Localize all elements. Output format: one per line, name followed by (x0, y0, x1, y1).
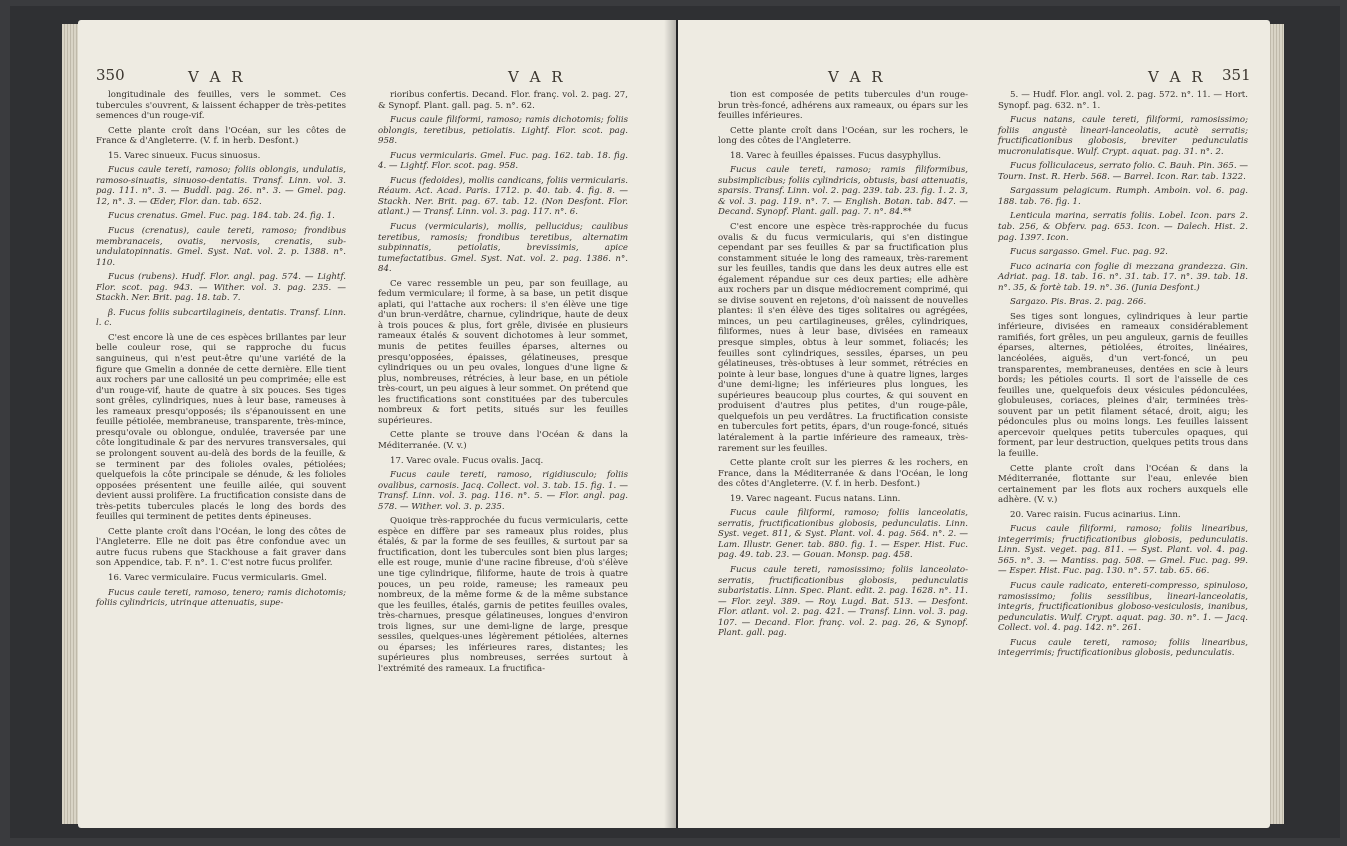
paragraph: Cette plante se trouve dans l'Océan & dans la Méditerranée. (V. v.) (378, 430, 628, 451)
paragraph: Fucus natans, caule tereti, filiformi, ramosissimo; foliis angustè lineari-lanceolatis, acutè serratis; fructificationibus globosis, breviter pedunculatis mucronulatisque. Wulf. Crypt. aquat. pag. 31. n°. 2. (998, 115, 1248, 157)
paragraph: Fucus caule tereti, ramoso; foliis oblongis, undulatis, ramoso-sinuatis, sinuoso-dentatis. Transf. Linn. vol. 3. pag. 111. n°. 3. — Buddl. pag. 26. n°. 3. — Gmel. pag. 12, n°. 3. — Œder, Flor. dan. tab. 652. (96, 165, 346, 207)
paragraph: Fucus (fedoides), mollis candicans, foliis vermicularis. Réaum. Act. Acad. Paris. 1712. p. 40. tab. 4. fig. 8. — Stackh. Ner. Brit. pag. 67. tab. 12. (Non Desfont. Flor. atlant.) — Transf. Linn. vol. 3. pag. 117. n°. 6. (378, 175, 628, 218)
right-page (678, 20, 1270, 828)
paragraph: 18. Varec à feuilles épaisses. Fucus dasyphyllus. (730, 150, 941, 161)
paragraph: Fucus vermicularis. Gmel. Fuc. pag. 162. tab. 18. fig. 4. — Lightf. Flor. scot. pag. 958. (378, 150, 628, 172)
running-head: V A R (828, 68, 886, 86)
text-column (378, 90, 628, 678)
paragraph: Fucus caule filiformi, ramoso; ramis dichotomis; foliis oblongis, teretibus, petiolatis. Lightf. Flor. scot. pag. 958. (378, 115, 628, 147)
paragraph: Sargassum pelagicum. Rumph. Amboin. vol. 6. pag. 188. tab. 76. fig. 1. (998, 186, 1248, 207)
paragraph: Fucus sargasso. Gmel. Fuc. pag. 92. (1010, 247, 1168, 258)
page-number: 350 (96, 66, 125, 84)
paragraph: Cette plante croît dans l'Océan & dans la Méditerranée, flottante sur l'eau, enlevée bien certainement par les flots aux rochers auxquels elle adhère. (V. v.) (998, 463, 1248, 506)
paragraph: Fucus caule filiformi, ramoso; foliis linearibus, integerrimis; fructificationibus globosis, pedunculatis. Linn. Syst. veget. pag. 811. — Syst. Plant. vol. 4. pag. 565. n°. 3. — Mantiss. pag. 508. — Gmel. Fuc. pag. 99. — Esper. Hist. Fuc. pag. 130. n°. 57. tab. 65. 66. (998, 524, 1248, 577)
paragraph: Fucus folliculaceus, serrato folio. C. Bauh. Pin. 365. — Tourn. Inst. R. Herb. 568. — Barrel. Icon. Rar. tab. 1322. (998, 161, 1248, 182)
text-column (998, 90, 1248, 663)
paragraph: Fuco acinaria con foglie di mezzana grandezza. Gin. Adriat. pag. 18. tab. 16. n°. 31. tab. 17. n°. 39. tab. 18. n°. 35, & fortè tab. 19. n°. 36. (Junia Desfont.) (998, 261, 1248, 293)
paragraph: 17. Varec ovale. Fucus ovalis. Jacq. (390, 455, 544, 466)
paragraph: longitudinale des feuilles, vers le sommet. Ces tubercules s'ouvrent, & laissent échapper de très-petites semences d'un rouge-vif. (96, 90, 346, 122)
paragraph: Fucus caule tereti, ramoso; ramis filiformibus, subsimplicibus; foliis cylindricis, obtusis, basi attenuatis, sparsis. Transf. Linn. vol. 2. pag. 239. tab. 23. fig. 1. 2. 3, & vol. 3. pag. 119. n°. 7. — English. Botan. tab. 847. — Decand. Synopf. Plant. gall. pag. 7. n°. 84.** (718, 165, 968, 218)
paragraph: C'est encore une espèce très-rapprochée du fucus ovalis & du fucus vermicularis, qui s'en distingue cependant par ses feuilles & par sa fructification plus constamment située le long des rameaux, très-rarement sur les feuilles, tandis que dans les deux autres elle est également répandue sur ces deux parties; elle adhère aux rochers par un disque médiocrement comprimé, qui se divise souvent en rejetons, d'où naissent de nouvelles plantes: il s'en élève des tiges solitaires ou agrégées, minces, un peu cartilagineuses, grêles, cylindriques, filiformes, nues à leur base, divisées en rameaux presque simples, obtus à leur sommet, foliacés; les feuilles sont cylindriques, sessiles, éparses, un peu gélatineuses, très-obtuses à leur sommet, rétrécies en pointe à leur base, longues d'une à quatre lignes, larges d'une demi-ligne; les inférieures plus longues, les supérieures beaucoup plus courtes, & qui souvent en produisent d'autres plus petites, d'un rouge-pâle, quelquefois un peu verdâtres. La fructification consiste en tubercules fort petits, épars, d'un rouge-foncé, situés latéralement à la partie inférieure des rameaux, très-rarement sur les feuilles. (718, 222, 968, 454)
paragraph: Fucus caule tereti, ramosissimo; foliis lanceolato-serratis, fructificationibus globosis, pedunculatis subaristatis. Linn. Spec. Plant. edit. 2. pag. 1628. n°. 11. — Flor. zeyl. 389. — Roy. Lugd. Bat. 513. — Desfont. Flor. atlant. vol. 2. pag. 421. — Transf. Linn. vol. 3. pag. 107. — Decand. Flor. franç. vol. 2. pag. 26, & Synopf. Plant. gall. pag. (718, 564, 968, 639)
page-number: 351 (1222, 66, 1251, 84)
paragraph: Fucus (crenatus), caule tereti, ramoso; frondibus membranaceis, ovatis, nervosis, crenatis, sub-undulatopinnatis. Gmel. Syst. Nat. vol. 2. p. 1388. n°. 110. (96, 226, 346, 268)
text-column (96, 90, 346, 613)
running-head: V A R (508, 68, 566, 86)
paragraph: Fucus (vermicularis), mollis, pellucidus; caulibus teretibus, ramosis; frondibus teretibus, alternatim subpinnatis, petiolatis, brevissimis, apice tumefactatibus. Gmel. Syst. Nat. vol. 2. pag. 1386. n°. 84. (378, 222, 628, 275)
paragraph: Fucus caule tereti, ramoso, tenero; ramis dichotomis; foliis cylindricis, utrinque attenuatis, supe- (96, 587, 346, 609)
paragraph: 19. Varec nageant. Fucus natans. Linn. (730, 493, 901, 504)
paragraph: Fucus caule tereti, ramoso; foliis linearibus, integerrimis; fructificationibus globosis, pedunculatis. (998, 637, 1248, 659)
text-column (718, 90, 968, 643)
paragraph: 15. Varec sinueux. Fucus sinuosus. (108, 150, 261, 161)
paragraph: 16. Varec vermiculaire. Fucus vermicularis. Gmel. (108, 572, 327, 583)
paragraph: Cette plante croît dans l'Océan, sur les côtes de France & d'Angleterre. (V. f. in herb. Desfont.) (96, 125, 346, 147)
paragraph: Ce varec ressemble un peu, par son feuillage, au fedum vermiculare; il forme, à sa base, un petit disque aplati, qui l'attache aux rochers: il s'en élève une tige d'un brun-verdâtre, charnue, cylindrique, haute de deux à trois pouces & plus, fort grêle, divisée en plusieurs rameaux étalés & souvent dichotomes à leur sommet, munis de petites feuilles éparses, alternes ou presqu'opposées, épaisses, gélatineuses, presque cylindriques ou un peu ovales, longues d'une ligne & plus, nombreuses, rétrécies, à leur base, en un pétiole très-court, un peu aigues à leur sommet. On prétend que les fructifications sont constituées par des tubercules nombreux & fort petits, situés sur les feuilles supérieures. (378, 278, 628, 426)
paragraph: Cette plante croît sur les pierres & les rochers, en France, dans la Méditerranée & dans l'Océan, le long des côtes d'Angleterre. (V. f. in herb. Desfont.) (718, 458, 968, 490)
paragraph: rioribus confertis. Decand. Flor. franç. vol. 2. pag. 27, & Synopf. Plant. gall. pag. 5. n°. 62. (378, 90, 628, 111)
paragraph: Fucus crenatus. Gmel. Fuc. pag. 184. tab. 24. fig. 1. (108, 211, 335, 222)
paragraph: Lenticula marina, serratis foliis. Lobel. Icon. pars 2. tab. 256, & Obferv. pag. 653. Icon. — Dalech. Hist. 2. pag. 1397. Icon. (998, 211, 1248, 243)
paragraph: Cette plante croît dans l'Océan, sur les rochers, le long des côtes de l'Angleterre. (718, 125, 968, 147)
paragraph: Fucus (rubens). Hudf. Flor. angl. pag. 574. — Lightf. Flor. scot. pag. 943. — Wither. vol. 3. pag. 235. — Stackh. Ner. Brit. pag. 18. tab. 7. (96, 272, 346, 304)
paragraph: 5. — Hudf. Flor. angl. vol. 2. pag. 572. n°. 11. — Hort. Synopf. pag. 632. n°. 1. (998, 90, 1248, 111)
paragraph: tion est composée de petits tubercules d'un rouge-brun très-foncé, adhérens aux rameaux, ou épars sur les feuilles inférieures. (718, 90, 968, 122)
paragraph: Fucus caule filiformi, ramoso; foliis lanceolatis, serratis, fructificationibus globosis, pedunculatis. Linn. Syst. veget. 811, & Syst. Plant. vol. 4. pag. 564. n°. 2. — Lam. Illustr. Gener. tab. 880. fig. 1. — Esper. Hist. Fuc. pag. 49. tab. 23. — Gouan. Monsp. pag. 458. (718, 508, 968, 561)
left-page (78, 20, 676, 828)
paragraph: Fucus caule tereti, ramoso, rigidiusculo; foliis ovalibus, carnosis. Jacq. Collect. vol. 3. tab. 15. fig. 1. — Transf. Linn. vol. 3. pag. 116. n°. 5. — Flor. angl. pag. 578. — Wither. vol. 3. p. 235. (378, 470, 628, 512)
right-page-edges (1268, 24, 1284, 824)
running-head: V A R (1148, 68, 1206, 86)
paragraph: Ses tiges sont longues, cylindriques à leur partie inférieure, divisées en rameaux considérablement ramifiés, fort grêles, un peu anguleux, garnis de feuilles éparses, alternes, pétiolées, étroites, linéaires, lancéolées, aiguës, d'un vert-foncé, un peu transparentes, membraneuses, dentées en scie à leurs bords; les pétioles courts. Il sort de l'aisselle de ces feuilles une, quelquefois deux vésicules pédonculées, globuleuses, coriaces, pleines d'air, terminées très-souvent par un petit filament sétacé, droit, aigu; les pédoncules plus ou moins longs. Les feuilles laissent apercevoir quelques petits tubercules opaques, qui forment, par leur destruction, quelques petits trous dans la feuille. (998, 311, 1248, 459)
paragraph: Fucus caule radicato, entereti-compresso, spinuloso, ramosissimo; foliis sessilibus, lineari-lanceolatis, integris, fructificationibus globoso-vesiculosis, inanibus, pedunculatis. Wulf. Crypt. aquat. pag. 30. n°. 1. — Jacq. Collect. vol. 4. pag. 142. n°. 261. (998, 580, 1248, 634)
paragraph: Cette plante croît dans l'Océan, le long des côtes de l'Angleterre. Elle ne doit pas être confondue avec un autre fucus rubens que Stackhouse a fait graver dans son Appendice, tab. F. n°. 1. C'est notre fucus prolifer. (96, 526, 346, 569)
paragraph: Quoique très-rapprochée du fucus vermicularis, cette espèce en diffère par ses rameaux plus roides, plus étalés, & par la forme de ses feuilles, & surtout par sa fructification, dont les tubercules sont bien plus larges; elle est rouge, munie d'une racine fibreuse, d'où s'élève une tige cylindrique, filiforme, haute de trois à quatre pouces, un peu roide, rameuse; les rameaux peu nombreux, de la même forme & de la même substance que les feuilles, étalés, garnis de petites feuilles ovales, très-charnues, presque gélatineuses, longues d'environ trois lignes, sur une demi-ligne de large, presque sessiles, quelques-unes légèrement pétiolées, alternes ou éparses; les inférieures rares, distantes; les supérieures plus nombreuses, serrées surtout à l'extrémité des rameaux. La fructifica- (378, 516, 628, 674)
paragraph: β. Fucus foliis subcartilagineis, dentatis. Transf. Linn. l. c. (96, 307, 346, 329)
paragraph: 20. Varec raisin. Fucus acinarius. Linn. (1010, 509, 1181, 520)
paragraph: Sargazo. Pis. Bras. 2. pag. 266. (1010, 297, 1147, 308)
paragraph: C'est encore là une de ces espèces brillantes par leur belle couleur rose, qui se rapproche du fucus sanguineus, qui n'est peut-être qu'une variété de la figure que Gmelin a donnée de cette dernière. Elle tient aux rochers par une callosité un peu comprimée; elle est d'un rouge-vif, haute de quatre à six pouces. Ses tiges sont grêles, cylindriques, nues à leur base, rameuses à les rameaux presqu'opposés; ils s'épanouissent en une feuille pétiolée, membraneuse, transparente, très-mince, presqu'ovale ou oblongue, ondulée, traversée par une côte longitudinale & par des nervures transversales, qui se prolongent souvent au-delà des bords de la feuille, & se terminent par des folioles ovales, pétiolées; quelquefois la côte principale se dénude, & les folioles opposées présentent une feuille ailée, qui souvent devient aussi prolifère. La fructification consiste dans de très-petits tubercules placés le long des bords des feuilles qui terminent de petites dents épineuses. (96, 332, 346, 523)
running-head: V A R (188, 68, 246, 86)
